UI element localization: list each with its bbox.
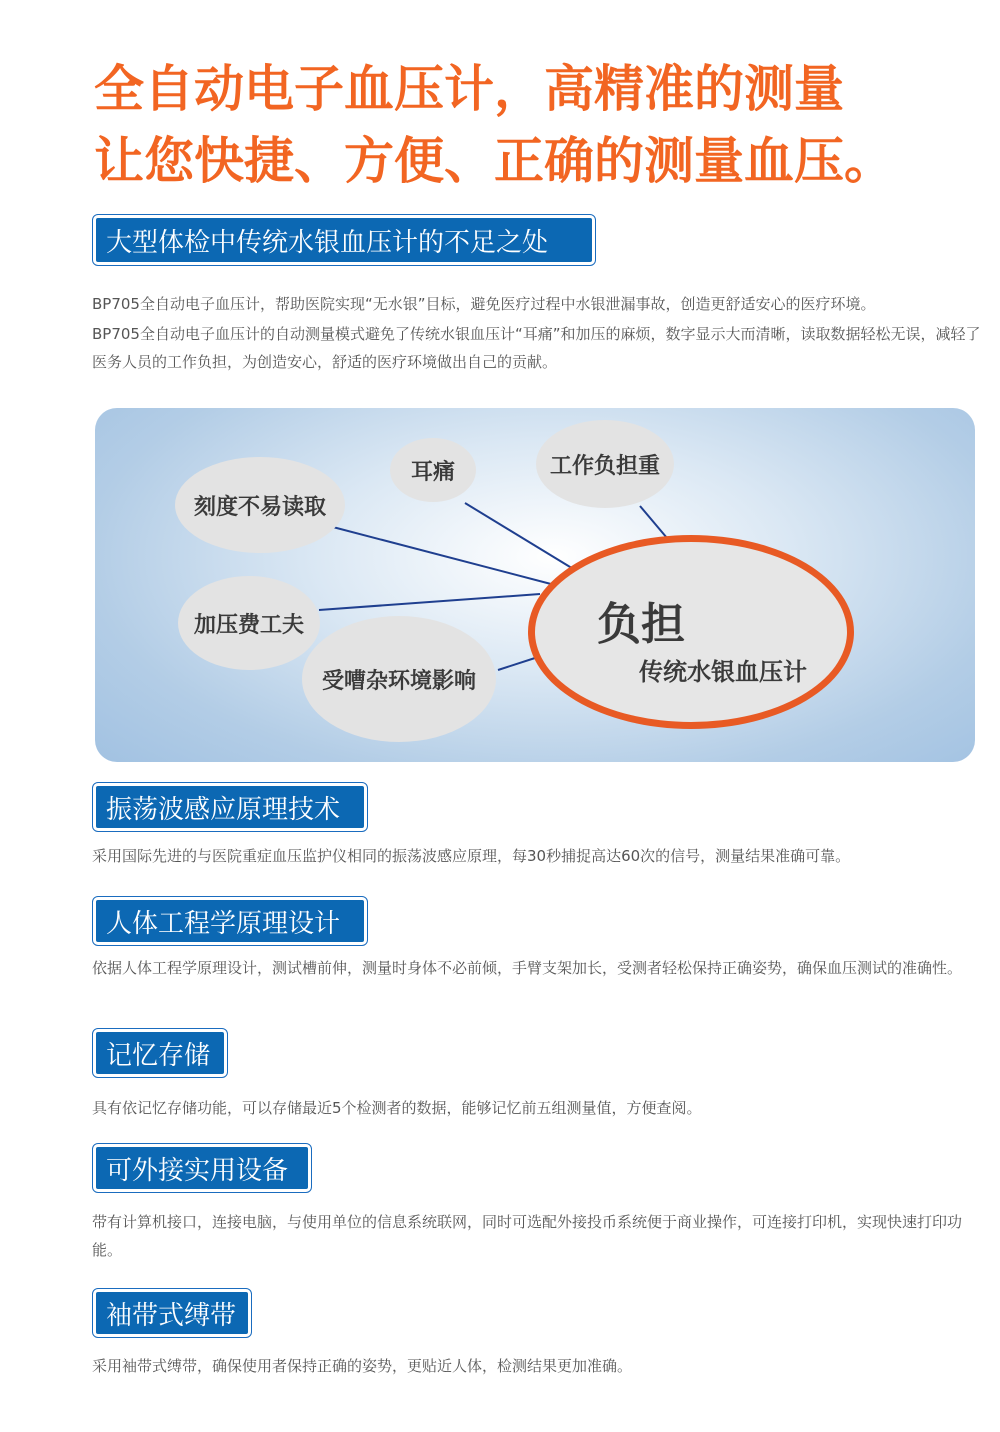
- bubble-pressurizing-effort: [178, 576, 320, 670]
- section-paragraph: BP705全自动电子血压计，帮助医院实现“无水银”目标，避免医疗过程中水银泄漏事故，创造更舒适安心的医疗环境。: [92, 295, 876, 313]
- section-title-external-devices: [92, 1143, 312, 1193]
- section-title-label: 袖带式缚带: [96, 1292, 248, 1334]
- bubble-heavy-workload: [536, 420, 674, 508]
- bubble-label: 刻度不易读取: [193, 494, 326, 520]
- core-main-label: 负担: [597, 599, 685, 650]
- section-title-label: 记忆存储: [96, 1032, 224, 1074]
- bubble-hard-to-read: [175, 457, 345, 553]
- section-title-ergonomics: [92, 896, 368, 946]
- bubble-noise-affected: [302, 616, 496, 742]
- bubble-ear-pain: [390, 438, 476, 502]
- connector-line: [498, 658, 535, 670]
- section-paragraph: 具有依记忆存储功能，可以存储最近5个检测者的数据，能够记忆前五组测量值，方便查阅。: [92, 1099, 702, 1117]
- burden-diagram: [95, 408, 975, 762]
- connector-line: [640, 506, 667, 538]
- core-sub-label: 传统水银血压计: [639, 658, 807, 686]
- headline-line-1: 全自动电子血压计，高精准的测量: [94, 60, 844, 118]
- section-title-memory: [92, 1028, 228, 1078]
- bubble-label: 工作负担重: [549, 453, 660, 479]
- bubble-label: 耳痛: [410, 459, 455, 485]
- section-title-shortcomings: [92, 214, 596, 266]
- section-paragraph: 采用袖带式缚带，确保使用者保持正确的姿势，更贴近人体，检测结果更加准确。: [92, 1357, 633, 1375]
- section-title-oscillometric: [92, 782, 368, 832]
- core-burden-ellipse: [528, 535, 854, 729]
- connector-line: [465, 503, 575, 570]
- section-paragraph: 带有计算机接口，连接电脑，与使用单位的信息系统联网，同时可选配外接投币系统便于商业操作，可连接打印机，实现快速打印功能。: [92, 1213, 963, 1259]
- section-paragraph: BP705全自动电子血压计的自动测量模式避免了传统水银血压计“耳痛”和加压的麻烦，数字显示大而清晰，读取数据轻松无误，减轻了医务人员的工作负担，为创造安心，舒适的医疗环境做出自己的贡献。: [92, 325, 981, 371]
- connector-line: [319, 594, 540, 610]
- bubble-label: 受嘈杂环境影响: [321, 668, 476, 694]
- section-paragraph: 依据人体工程学原理设计，测试槽前伸，测量时身体不必前倾，手臂支架加长，受测者轻松保持正确姿势，确保血压测试的准确性。: [92, 959, 963, 977]
- section-title-label: 振荡波感应原理技术: [96, 786, 364, 828]
- section-title-label: 人体工程学原理设计: [96, 900, 364, 942]
- section-paragraph: 采用国际先进的与医院重症血压监护仪相同的振荡波感应原理，每30秒捕捉高达60次的信号，测量结果准确可靠。: [92, 847, 851, 865]
- section-title-label: 可外接实用设备: [96, 1147, 308, 1189]
- headline-line-2: 让您快捷、方便、正确的测量血压。: [94, 132, 894, 190]
- bubble-label: 加压费工夫: [193, 612, 304, 638]
- section-title-cuff: [92, 1288, 252, 1338]
- section-title-label: 大型体检中传统水银血压计的不足之处: [96, 218, 592, 262]
